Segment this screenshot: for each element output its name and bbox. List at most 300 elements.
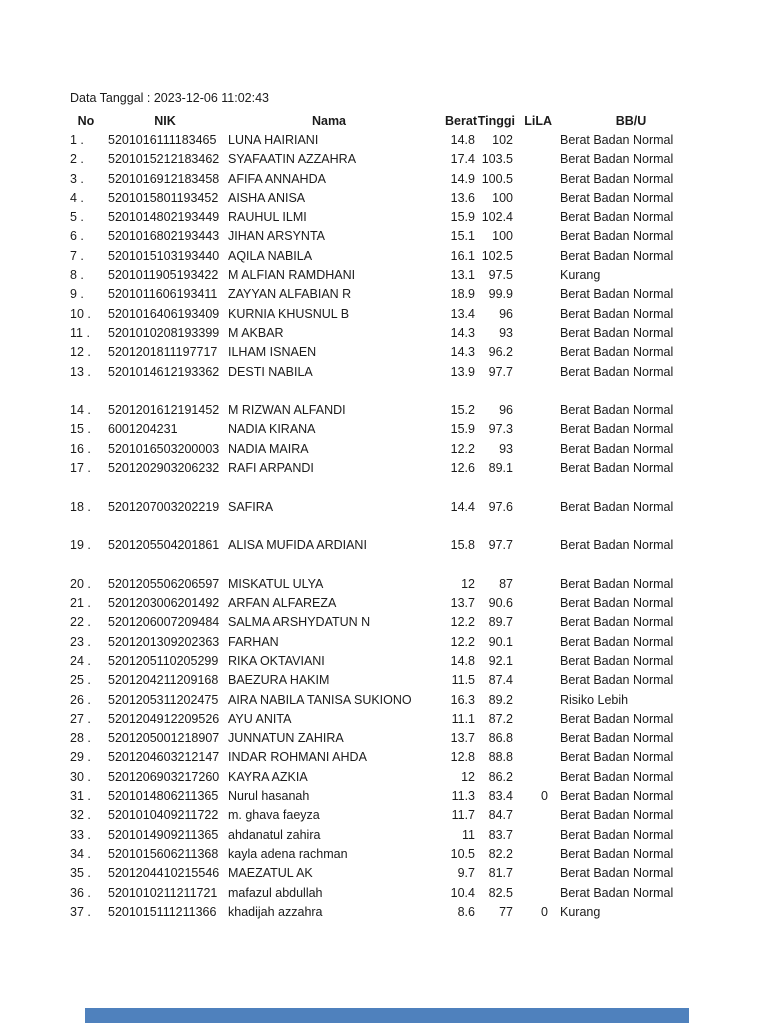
cell-no: 36 . <box>70 885 91 900</box>
cell-no: 18 . <box>70 499 91 514</box>
cell-tinggi: 82.5 <box>488 885 513 900</box>
cell-lila <box>515 343 552 362</box>
cell-bbu: Berat Badan Normal <box>560 441 674 456</box>
cell-lila <box>515 323 552 342</box>
cell-nik: 5201207003202219 <box>108 499 220 514</box>
cell-nik: 5201015103193440 <box>108 248 220 263</box>
table-row <box>70 613 710 632</box>
cell-nama: ILHAM ISNAEN <box>228 345 317 360</box>
cell-nama: ZAYYAN ALFABIAN R <box>228 287 352 302</box>
table-row <box>70 767 710 786</box>
cell-bbu: Berat Badan Normal <box>560 711 674 726</box>
cell-nik: 5201015801193452 <box>108 190 219 205</box>
cell-tinggi: 102.5 <box>481 248 513 263</box>
cell-bbu: Berat Badan Normal <box>560 653 674 668</box>
cell-nama: AFIFA ANNAHDA <box>228 171 326 186</box>
cell-tinggi: 81.7 <box>488 866 513 881</box>
cell-nik: 5201201612191452 <box>108 403 220 418</box>
cell-no: 11 . <box>70 325 90 340</box>
cell-bbu: Berat Badan Normal <box>560 827 674 842</box>
cell-nik: 5201016503200003 <box>108 441 220 456</box>
cell-berat: 12 <box>461 576 475 591</box>
cell-bbu: Berat Badan Normal <box>560 460 674 475</box>
cell-no: 29 . <box>70 750 91 765</box>
cell-lila <box>515 671 552 690</box>
table-row <box>70 497 710 516</box>
cell-lila <box>515 150 552 169</box>
cell-nik: 5201202903206232 <box>108 460 220 475</box>
cell-nama: ahdanatul zahira <box>228 827 321 842</box>
table-row <box>70 285 710 304</box>
cell-berat: 13.9 <box>450 364 475 379</box>
cell-lila <box>515 767 552 786</box>
cell-nik: 5201205506206597 <box>108 576 220 591</box>
table-row <box>70 883 710 902</box>
cell-no: 6 . <box>70 229 84 244</box>
cell-nama: SAFIRA <box>228 499 274 514</box>
cell-no: 2 . <box>70 152 84 167</box>
blank-row <box>70 555 710 574</box>
cell-nama: DESTI NABILA <box>228 364 313 379</box>
table-row <box>70 729 710 748</box>
cell-lila <box>515 593 552 612</box>
cell-no: 22 . <box>70 615 91 630</box>
cell-tinggi: 100 <box>492 190 513 205</box>
cell-tinggi: 97.6 <box>488 499 513 514</box>
cell-tinggi: 90.1 <box>488 634 513 649</box>
cell-tinggi: 89.2 <box>488 692 513 707</box>
cell-nik: 5201205110205299 <box>108 653 219 668</box>
cell-nik: 5201016406193409 <box>108 306 220 321</box>
cell-bbu: Berat Badan Normal <box>560 152 674 167</box>
cell-bbu: Berat Badan Normal <box>560 673 674 688</box>
cell-tinggi: 87.4 <box>488 673 513 688</box>
table-row <box>70 150 710 169</box>
cell-tinggi: 102 <box>492 132 513 147</box>
cell-lila <box>515 439 552 458</box>
cell-nik: 5201205001218907 <box>108 731 220 746</box>
cell-berat: 13.6 <box>450 190 475 205</box>
cell-bbu: Berat Badan Normal <box>560 210 674 225</box>
cell-bbu: Kurang <box>560 268 601 283</box>
cell-nik: 5201010211211721 <box>108 885 218 900</box>
cell-lila <box>515 362 552 381</box>
cell-nama: AISHA ANISA <box>228 190 306 205</box>
cell-tinggi: 92.1 <box>488 653 513 668</box>
cell-nama: MISKATUL ULYA <box>228 576 324 591</box>
cell-nama: M RIZWAN ALFANDI <box>228 403 346 418</box>
cell-no: 1 . <box>70 132 84 147</box>
cell-lila <box>515 883 552 902</box>
cell-bbu: Berat Badan Normal <box>560 866 674 881</box>
cell-no: 35 . <box>70 866 91 881</box>
cell-bbu: Berat Badan Normal <box>560 190 674 205</box>
cell-bbu: Berat Badan Normal <box>560 499 674 514</box>
table-row <box>70 420 710 439</box>
cell-lila <box>515 304 552 323</box>
cell-lila: 0 <box>541 904 548 919</box>
table-row <box>70 169 710 188</box>
cell-nama: SYAFAATIN AZZAHRA <box>228 152 357 167</box>
cell-tinggi: 103.5 <box>481 152 513 167</box>
cell-no: 26 . <box>70 692 91 707</box>
cell-bbu: Berat Badan Normal <box>560 731 674 746</box>
cell-lila <box>515 285 552 304</box>
cell-berat: 10.4 <box>450 885 475 900</box>
cell-berat: 14.3 <box>450 325 475 340</box>
cell-nik: 5201206903217260 <box>108 769 220 784</box>
cell-nama: ARFAN ALFAREZA <box>228 596 337 611</box>
cell-berat: 17.4 <box>450 152 475 167</box>
cell-lila <box>515 227 552 246</box>
cell-no: 12 . <box>70 345 91 360</box>
cell-bbu: Risiko Lebih <box>560 692 629 707</box>
cell-tinggi: 100.5 <box>481 171 513 186</box>
cell-nama: m. ghava faeyza <box>228 808 320 823</box>
cell-tinggi: 99.9 <box>488 287 513 302</box>
cell-lila <box>515 420 552 439</box>
cell-berat: 15.9 <box>450 210 475 225</box>
cell-nama: BAEZURA HAKIM <box>228 673 330 688</box>
table-row <box>70 902 710 921</box>
cell-berat: 16.3 <box>450 692 475 707</box>
cell-nama: AQILA NABILA <box>228 248 313 263</box>
cell-nama: NADIA KIRANA <box>228 422 316 437</box>
growth-data-table <box>70 111 710 921</box>
cell-bbu: Berat Badan Normal <box>560 576 674 591</box>
cell-lila <box>515 574 552 593</box>
cell-nama: AYU ANITA <box>228 711 292 726</box>
cell-berat: 11.5 <box>451 673 475 688</box>
cell-bbu: Berat Badan Normal <box>560 750 674 765</box>
cell-no: 3 . <box>70 171 84 186</box>
table-row <box>70 825 710 844</box>
cell-tinggi: 84.7 <box>488 808 513 823</box>
cell-tinggi: 87.2 <box>488 711 513 726</box>
cell-berat: 11.7 <box>451 808 475 823</box>
cell-lila <box>515 690 552 709</box>
table-row <box>70 323 710 342</box>
cell-nik: 6001204231 <box>108 422 178 437</box>
header-lila: LiLA <box>524 113 552 128</box>
table-row <box>70 864 710 883</box>
cell-no: 8 . <box>70 268 84 283</box>
table-row <box>70 188 710 207</box>
cell-tinggi: 97.7 <box>488 538 513 553</box>
cell-berat: 15.8 <box>450 538 475 553</box>
cell-berat: 8.6 <box>457 904 475 919</box>
header-no: No <box>77 113 95 128</box>
cell-nama: KAYRA AZKIA <box>228 769 308 784</box>
cell-tinggi: 82.2 <box>488 846 513 861</box>
cell-no: 23 . <box>70 634 91 649</box>
cell-bbu: Berat Badan Normal <box>560 634 674 649</box>
cell-nik: 5201015111211366 <box>108 904 217 919</box>
table-row <box>70 651 710 670</box>
table-row <box>70 786 710 805</box>
cell-no: 21 . <box>70 596 91 611</box>
cell-nama: FARHAN <box>228 634 279 649</box>
cell-tinggi: 86.2 <box>488 769 513 784</box>
cell-nama: JUNNATUN ZAHIRA <box>228 731 344 746</box>
header-berat: Berat <box>445 113 477 128</box>
cell-no: 37 . <box>70 904 91 919</box>
blank-cell <box>70 555 710 574</box>
cell-berat: 12 <box>461 769 475 784</box>
cell-berat: 13.7 <box>450 731 475 746</box>
cell-no: 15 . <box>70 422 91 437</box>
cell-nama: M ALFIAN RAMDHANI <box>228 268 356 283</box>
cell-nik: 5201201811197717 <box>108 345 218 360</box>
cell-nik: 5201016802193443 <box>108 229 220 244</box>
blank-row <box>70 381 710 400</box>
cell-tinggi: 86.8 <box>488 731 513 746</box>
cell-bbu: Berat Badan Normal <box>560 846 674 861</box>
cell-no: 16 . <box>70 441 91 456</box>
cell-no: 4 . <box>70 190 84 205</box>
cell-nama: kayla adena rachman <box>228 846 348 861</box>
cell-lila <box>515 864 552 883</box>
cell-lila <box>515 709 552 728</box>
cell-lila <box>515 748 552 767</box>
cell-berat: 16.1 <box>450 248 475 263</box>
cell-nik: 5201016111183465 <box>108 132 217 147</box>
cell-berat: 11 <box>462 827 475 842</box>
cell-no: 25 . <box>70 673 91 688</box>
table-row <box>70 130 710 149</box>
cell-no: 13 . <box>70 364 91 379</box>
cell-nik: 5201016912183458 <box>108 171 220 186</box>
cell-lila <box>515 536 552 555</box>
cell-lila <box>515 130 552 149</box>
cell-lila <box>515 825 552 844</box>
table-row <box>70 844 710 863</box>
cell-tinggi: 87 <box>499 576 513 591</box>
cell-nik: 5201204603212147 <box>108 750 220 765</box>
cell-tinggi: 102.4 <box>481 210 513 225</box>
table-row <box>70 227 710 246</box>
cell-nik: 5201205311202475 <box>108 692 219 707</box>
cell-nik: 5201204211209168 <box>108 673 219 688</box>
cell-berat: 12.2 <box>450 634 475 649</box>
cell-nik: 5201014806211365 <box>108 789 219 804</box>
cell-lila <box>515 651 552 670</box>
cell-no: 9 . <box>70 287 84 302</box>
cell-nik: 5201011905193422 <box>108 268 219 283</box>
cell-berat: 9.7 <box>457 866 475 881</box>
cell-no: 27 . <box>70 711 91 726</box>
cell-nik: 5201014802193449 <box>108 210 220 225</box>
cell-lila <box>515 400 552 419</box>
cell-bbu: Berat Badan Normal <box>560 325 674 340</box>
table-row <box>70 439 710 458</box>
cell-nik: 5201010409211722 <box>108 808 219 823</box>
cell-bbu: Berat Badan Normal <box>560 596 674 611</box>
cell-berat: 13.1 <box>450 268 475 283</box>
cell-no: 17 . <box>70 460 91 475</box>
cell-tinggi: 97.7 <box>488 364 513 379</box>
cell-no: 24 . <box>70 653 91 668</box>
cell-bbu: Berat Badan Normal <box>560 808 674 823</box>
cell-lila <box>515 844 552 863</box>
cell-tinggi: 100 <box>492 229 513 244</box>
cell-berat: 14.8 <box>450 132 475 147</box>
footer-bar <box>85 1008 689 1023</box>
cell-tinggi: 96 <box>499 306 513 321</box>
cell-nama: SALMA ARSHYDATUN N <box>228 615 371 630</box>
cell-no: 7 . <box>70 248 84 263</box>
cell-no: 14 . <box>70 403 91 418</box>
table-row <box>70 265 710 284</box>
cell-nama: LUNA HAIRIANI <box>228 132 319 147</box>
cell-lila <box>515 246 552 265</box>
table-row <box>70 304 710 323</box>
cell-berat: 14.3 <box>450 345 475 360</box>
cell-tinggi: 93 <box>499 441 513 456</box>
cell-nik: 5201205504201861 <box>108 538 220 553</box>
cell-no: 32 . <box>70 808 91 823</box>
cell-tinggi: 97.3 <box>488 422 513 437</box>
header-tinggi: Tinggi <box>477 113 515 128</box>
cell-bbu: Berat Badan Normal <box>560 229 674 244</box>
cell-no: 33 . <box>70 827 91 842</box>
table-row <box>70 574 710 593</box>
cell-tinggi: 93 <box>499 325 513 340</box>
cell-nik: 5201201309202363 <box>108 634 220 649</box>
cell-nama: ALISA MUFIDA ARDIANI <box>228 538 367 553</box>
cell-lila <box>515 207 552 226</box>
table-body <box>70 130 710 921</box>
cell-lila <box>515 169 552 188</box>
cell-lila <box>515 806 552 825</box>
cell-nik: 5201204410215546 <box>108 866 220 881</box>
cell-lila <box>515 729 552 748</box>
cell-tinggi: 97.5 <box>488 268 513 283</box>
cell-no: 20 . <box>70 576 91 591</box>
cell-berat: 12.2 <box>450 441 475 456</box>
cell-berat: 14.9 <box>450 171 475 186</box>
cell-lila <box>515 632 552 651</box>
cell-berat: 12.8 <box>450 750 475 765</box>
cell-nama: RAUHUL ILMI <box>228 210 307 225</box>
cell-lila <box>515 613 552 632</box>
cell-nik: 5201015606211368 <box>108 846 219 861</box>
cell-nik: 5201015212183462 <box>108 152 220 167</box>
cell-nama: MAEZATUL AK <box>228 866 313 881</box>
table-row <box>70 536 710 555</box>
cell-nama: M AKBAR <box>228 325 284 340</box>
cell-lila <box>515 265 552 284</box>
table-row <box>70 709 710 728</box>
cell-nik: 5201204912209526 <box>108 711 220 726</box>
cell-nama: KURNIA KHUSNUL B <box>228 306 350 321</box>
cell-bbu: Berat Badan Normal <box>560 615 674 630</box>
cell-no: 28 . <box>70 731 91 746</box>
cell-no: 34 . <box>70 846 91 861</box>
cell-nama: INDAR ROHMANI AHDA <box>228 750 367 765</box>
cell-berat: 11.1 <box>451 711 475 726</box>
table-row <box>70 458 710 477</box>
cell-nama: RAFI ARPANDI <box>228 460 314 475</box>
cell-nik: 5201203006201492 <box>108 596 220 611</box>
cell-tinggi: 89.7 <box>488 615 513 630</box>
cell-tinggi: 83.7 <box>488 827 513 842</box>
cell-berat: 12.2 <box>450 615 475 630</box>
cell-no: 5 . <box>70 210 84 225</box>
cell-bbu: Berat Badan Normal <box>560 287 674 302</box>
table-row <box>70 748 710 767</box>
header-nama: Nama <box>311 113 347 128</box>
cell-nama: NADIA MAIRA <box>228 441 309 456</box>
table-row <box>70 343 710 362</box>
cell-bbu: Kurang <box>560 904 601 919</box>
cell-nik: 5201010208193399 <box>108 325 220 340</box>
cell-bbu: Berat Badan Normal <box>560 403 674 418</box>
cell-tinggi: 88.8 <box>488 750 513 765</box>
table-row <box>70 806 710 825</box>
cell-tinggi: 96 <box>499 403 513 418</box>
cell-lila <box>515 458 552 477</box>
cell-bbu: Berat Badan Normal <box>560 769 674 784</box>
cell-berat: 10.5 <box>450 846 475 861</box>
cell-berat: 15.1 <box>450 229 475 244</box>
header-bbu: BB/U <box>615 113 647 128</box>
cell-no: 10 . <box>70 306 91 321</box>
cell-nik: 5201206007209484 <box>108 615 220 630</box>
cell-bbu: Berat Badan Normal <box>560 306 674 321</box>
cell-lila: 0 <box>541 789 548 804</box>
table-row <box>70 690 710 709</box>
cell-berat: 14.4 <box>450 499 475 514</box>
cell-no: 30 . <box>70 769 91 784</box>
table-row <box>70 632 710 651</box>
cell-no: 19 . <box>70 538 91 553</box>
cell-bbu: Berat Badan Normal <box>560 422 674 437</box>
cell-berat: 15.9 <box>450 422 475 437</box>
header-nik: NIK <box>154 113 176 128</box>
cell-berat: 18.9 <box>450 287 475 302</box>
cell-nama: mafazul abdullah <box>228 885 323 900</box>
cell-tinggi: 96.2 <box>488 345 513 360</box>
cell-nama: khadijah azzahra <box>228 904 323 919</box>
cell-berat: 14.8 <box>450 653 475 668</box>
blank-cell <box>70 478 710 497</box>
cell-tinggi: 90.6 <box>488 596 513 611</box>
table-row <box>70 207 710 226</box>
cell-nik: 5201011606193411 <box>108 287 218 302</box>
cell-nama: AIRA NABILA TANISA SUKIONO <box>228 692 412 707</box>
table-row <box>70 671 710 690</box>
cell-berat: 13.7 <box>450 596 475 611</box>
cell-bbu: Berat Badan Normal <box>560 345 674 360</box>
cell-berat: 13.4 <box>450 306 475 321</box>
table-row <box>70 246 710 265</box>
cell-nik: 5201014909211365 <box>108 827 219 842</box>
cell-berat: 12.6 <box>450 460 475 475</box>
cell-lila <box>515 497 552 516</box>
cell-berat: 15.2 <box>450 403 475 418</box>
cell-bbu: Berat Badan Normal <box>560 171 674 186</box>
cell-no: 31 . <box>70 789 91 804</box>
cell-tinggi: 83.4 <box>488 789 513 804</box>
cell-tinggi: 77 <box>499 904 513 919</box>
cell-bbu: Berat Badan Normal <box>560 132 674 147</box>
cell-berat: 11.3 <box>451 789 475 804</box>
table-header-row <box>70 111 710 130</box>
blank-row <box>70 516 710 535</box>
cell-lila <box>515 188 552 207</box>
cell-bbu: Berat Badan Normal <box>560 248 674 263</box>
